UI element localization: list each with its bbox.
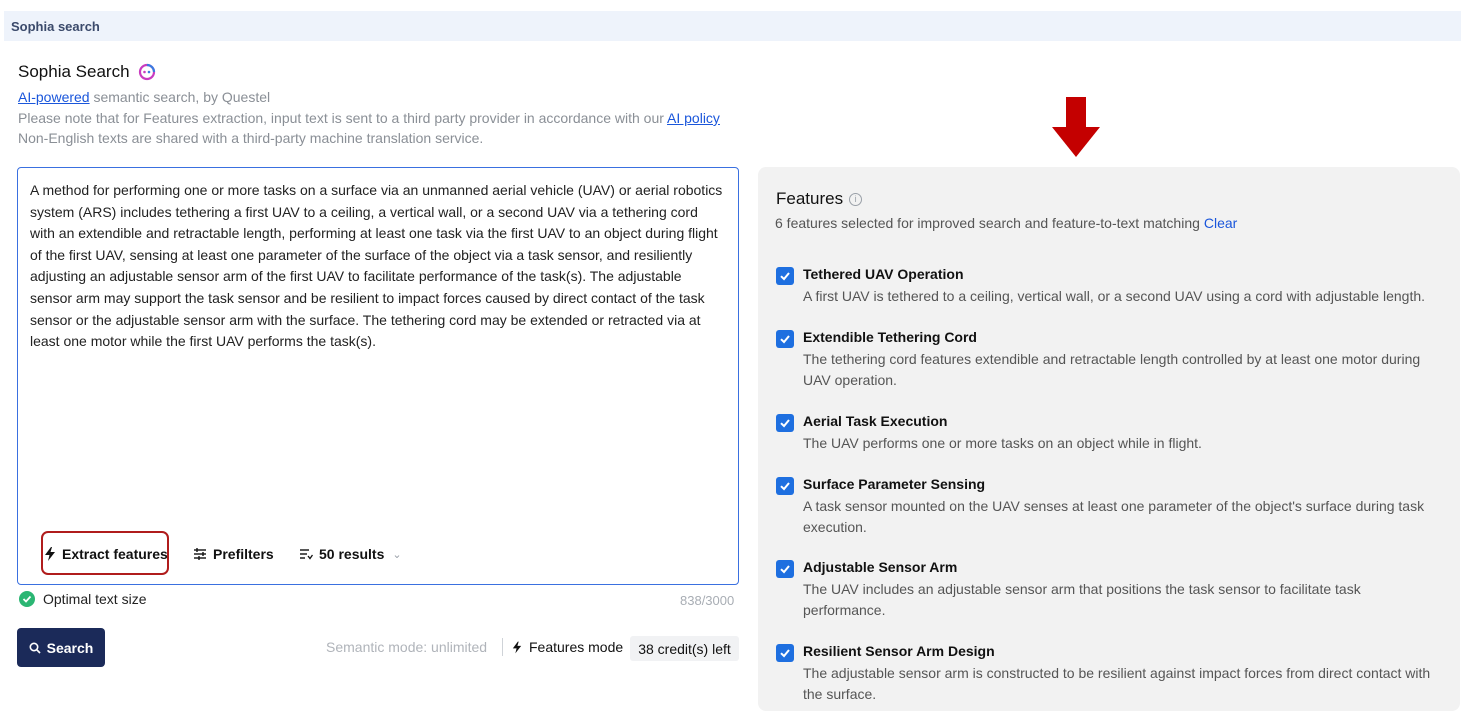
feature-checkbox[interactable] bbox=[776, 414, 794, 432]
prefilters-button[interactable] bbox=[193, 543, 274, 565]
intro-line-1-text: semantic search, by Questel bbox=[89, 89, 271, 105]
page-title: Sophia Search bbox=[18, 62, 130, 81]
features-panel-title bbox=[776, 189, 862, 209]
checkmark-icon bbox=[779, 417, 791, 429]
search-button-label: Search bbox=[46, 639, 94, 656]
lightning-icon bbox=[512, 641, 522, 654]
chevron-down-icon: ⌄ bbox=[392, 548, 402, 561]
feature-checkbox[interactable] bbox=[776, 267, 794, 285]
sort-list-icon bbox=[299, 548, 313, 560]
intro-line-2 bbox=[18, 110, 720, 126]
features-mode-label: Features mode bbox=[529, 639, 624, 655]
sophia-logo-icon bbox=[138, 63, 156, 81]
feature-description: A first UAV is tethered to a ceiling, vertical wall, or a second UAV using a cord with adjustable length. bbox=[803, 288, 1426, 304]
feature-title: Resilient Sensor Arm Design bbox=[803, 643, 995, 659]
checkmark-icon bbox=[779, 333, 791, 345]
search-button[interactable] bbox=[17, 628, 105, 667]
extract-features-button[interactable] bbox=[44, 543, 168, 565]
feature-description: The UAV performs one or more tasks on an object while in flight. bbox=[803, 435, 1202, 451]
clear-features-link[interactable]: Clear bbox=[1203, 215, 1238, 231]
intro-line-3: Non-English texts are shared with a third-party machine translation service. bbox=[18, 130, 484, 146]
ai-policy-link[interactable]: AI policy bbox=[667, 110, 720, 126]
results-count-label: 50 results bbox=[319, 546, 385, 562]
feature-checkbox[interactable] bbox=[776, 560, 794, 578]
checkmark-icon bbox=[779, 563, 791, 575]
feature-title: Aerial Task Execution bbox=[803, 413, 948, 429]
features-panel bbox=[758, 167, 1460, 711]
character-counter: 838/3000 bbox=[680, 593, 735, 608]
prefilters-label: Prefilters bbox=[213, 546, 274, 562]
feature-checkbox[interactable] bbox=[776, 330, 794, 348]
intro-line-1 bbox=[18, 89, 270, 105]
feature-description: The UAV includes an adjustable sensor arm that positions the task sensor to facilitate task performance. bbox=[803, 581, 1361, 618]
feature-description: The tethering cord features extendible and retractable length controlled by at least one motor during UAV operation. bbox=[803, 351, 1421, 388]
features-mode-option[interactable] bbox=[512, 639, 623, 655]
intro-line-2-text: Please note that for Features extraction, input text is sent to a third party provider in accordance with our bbox=[18, 110, 668, 126]
check-circle-icon bbox=[19, 591, 35, 607]
text-size-status-label: Optimal text size bbox=[43, 591, 147, 607]
feature-checkbox[interactable] bbox=[776, 477, 794, 495]
lightning-icon bbox=[44, 547, 56, 561]
query-textarea[interactable] bbox=[17, 167, 739, 585]
feature-description: A task sensor mounted on the UAV senses at least one parameter of the object's surface during task execution. bbox=[803, 498, 1425, 535]
feature-title: Surface Parameter Sensing bbox=[803, 476, 986, 492]
features-summary bbox=[775, 215, 1237, 231]
feature-title: Extendible Tethering Cord bbox=[803, 329, 977, 345]
checkmark-icon bbox=[779, 480, 791, 492]
semantic-mode-option[interactable]: Semantic mode: unlimited bbox=[326, 639, 488, 655]
feature-title: Adjustable Sensor Arm bbox=[803, 559, 958, 575]
search-icon bbox=[29, 642, 41, 654]
info-icon[interactable]: i bbox=[849, 193, 862, 206]
extract-features-label: Extract features bbox=[62, 546, 168, 562]
mode-divider bbox=[502, 638, 503, 656]
features-summary-text: 6 features selected for improved search and feature-to-text matching bbox=[775, 215, 1200, 231]
features-title: Features bbox=[776, 189, 844, 208]
checkmark-icon bbox=[779, 647, 791, 659]
header-title: Sophia search bbox=[11, 19, 100, 34]
query-text[interactable]: A method for performing one or more tasks on a surface via an unmanned aerial vehicle (UAV) or aerial robotics system (ARS) includes tethering a first UAV to a ceiling, a vertical wall, or a second UAV via a tethering cord with an extendible and retractable length, performing at least one task via the first UAV to an object during flight of the first UAV, sensing at least one parameter of the surface of the object via a task sensor, and resiliently adjusting an adjustable sensor arm of the first UAV to facilitate performance of the task(s). The adjustable sensor arm may support the task sensor and be resilient to impact forces caused by direct contact of the task sensor or the adjustable sensor arm with the surface. The tethering cord may be extended or retracted via at least one motor while the first UAV performs the task(s). bbox=[30, 182, 723, 350]
text-size-status bbox=[19, 591, 146, 607]
ai-powered-link[interactable]: AI-powered bbox=[18, 89, 90, 105]
feature-checkbox[interactable] bbox=[776, 644, 794, 662]
results-count-dropdown[interactable] bbox=[299, 543, 402, 565]
checkmark-icon bbox=[779, 270, 791, 282]
sliders-icon bbox=[193, 547, 207, 561]
down-arrow-icon bbox=[1052, 97, 1100, 157]
title-row bbox=[18, 62, 156, 82]
feature-description: The adjustable sensor arm is constructed to be resilient against impact forces from direct contact with the surface. bbox=[803, 665, 1431, 702]
feature-title: Tethered UAV Operation bbox=[803, 266, 964, 282]
credits-badge: 38 credit(s) left bbox=[630, 636, 739, 661]
header-bar bbox=[4, 11, 1461, 41]
